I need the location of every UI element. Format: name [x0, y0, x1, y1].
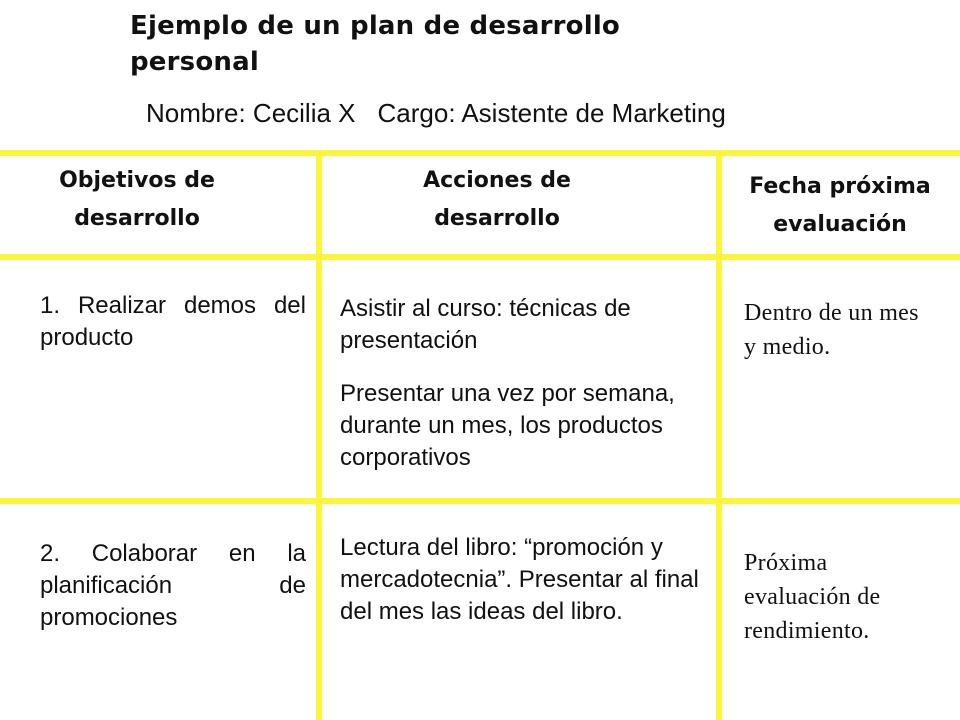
table-border-top — [0, 150, 960, 156]
employee-role: Cargo: Asistente de Marketing — [377, 98, 726, 128]
table-divider-2 — [716, 150, 722, 720]
employee-name: Nombre: Cecilia X — [146, 98, 356, 128]
header-objectives: Objetivos de desarrollo — [59, 168, 215, 231]
table-border-row — [0, 498, 960, 504]
table-row-1-action-1: Asistir al curso: técnicas de presentación — [340, 295, 631, 354]
page-title: Ejemplo de un plan de desarrollo personal — [130, 11, 620, 77]
table-row-2-objective: 2. Colaborar en la planificación de promociones — [40, 540, 306, 631]
header-actions: Acciones de desarrollo — [423, 168, 571, 231]
table-row-1-objective: 1. Realizar demos del producto — [40, 292, 306, 351]
table-divider-1 — [316, 150, 322, 720]
employee-info — [146, 96, 726, 130]
table-row-1-date: Dentro de un mes y medio. — [744, 300, 919, 360]
table-row-2-action-1: Lectura del libro: “promoción y mercadotecnia”. Presentar al final del mes las ideas del libro. — [340, 534, 699, 625]
table-border-header — [0, 254, 960, 260]
header-next-date: Fecha próxima evaluación — [749, 174, 931, 237]
table-row-2-date: Próxima evaluación de rendimiento. — [744, 550, 881, 644]
table-row-1-action-2: Presentar una vez por semana, durante un mes, los productos corporativos — [340, 380, 675, 471]
